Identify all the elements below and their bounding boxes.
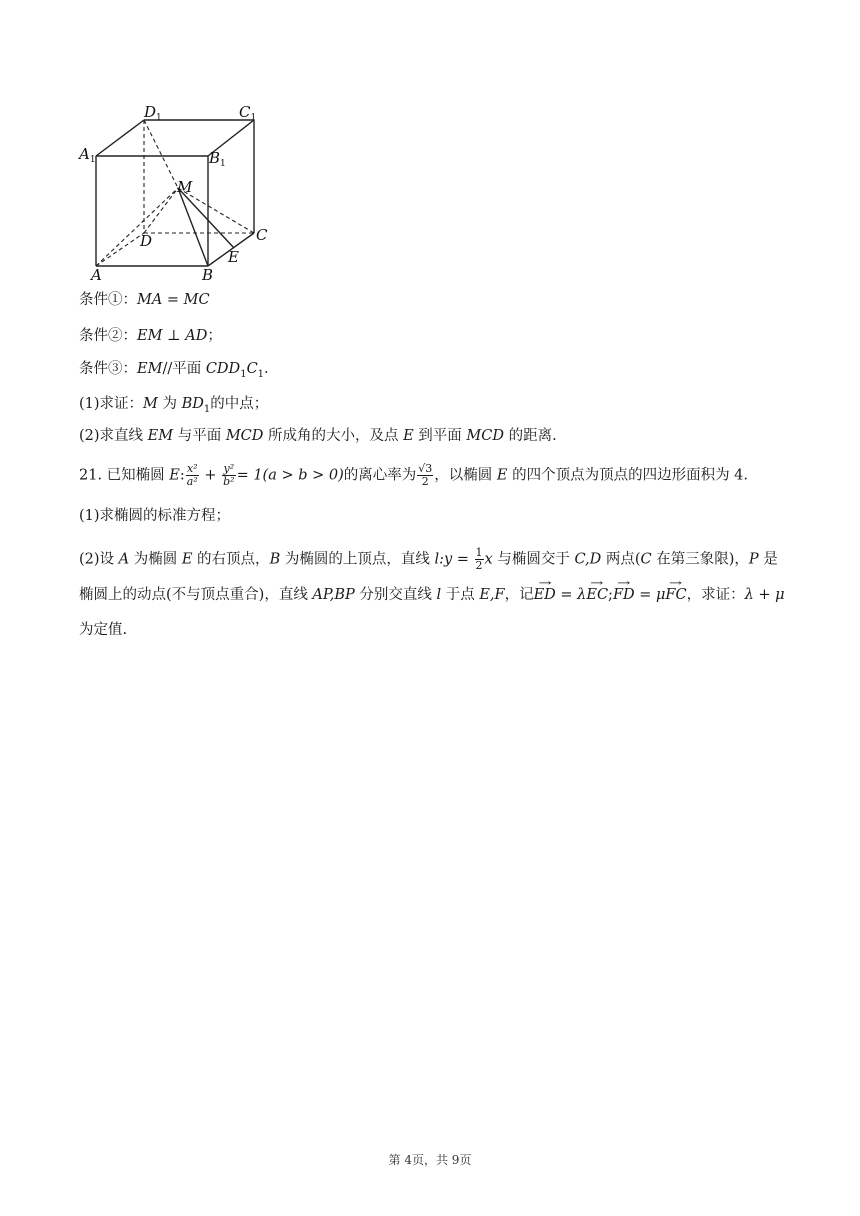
math: x [484, 551, 493, 568]
condition-3-suffix: . [264, 361, 269, 377]
q21-stem [79, 463, 748, 488]
text: 到平面 [413, 428, 467, 444]
label-e: E [228, 248, 239, 266]
condition-2-label: 条件②： [79, 328, 137, 344]
vector-ec: → EC [586, 584, 608, 606]
label-d1: $D_1$ [144, 103, 162, 123]
text: 的离心率为 [343, 467, 417, 484]
label-m: M [177, 178, 193, 196]
subscript: 1 [257, 368, 265, 380]
condition-3-math-em: EM [137, 361, 163, 377]
text: 于点 [441, 587, 480, 603]
condition-1-math: MA = MC [137, 292, 210, 308]
text: 为 [157, 396, 182, 412]
subscript: 1 [203, 403, 211, 415]
condition-3-math-c: C [246, 361, 258, 377]
condition-1 [79, 289, 210, 311]
text: : [179, 467, 185, 484]
math: MCD [466, 428, 504, 444]
hidden-dm [144, 188, 178, 233]
text: 为椭圆 [129, 551, 182, 568]
label-a1: $A_1$ [79, 145, 96, 165]
plane-word: 平面 [172, 361, 202, 377]
math: EM [147, 428, 174, 444]
plus: + [199, 467, 222, 484]
condition-2 [79, 325, 222, 347]
vector-fd: → FD [613, 584, 635, 606]
label-b: B [202, 266, 214, 284]
q21-part1 [79, 505, 230, 527]
condition-3-math-cdd: CDD [205, 361, 241, 377]
q21-part2-line3 [79, 619, 127, 641]
text: 在第三象限)， [651, 551, 749, 568]
text: (1)求证： [79, 396, 144, 412]
q21-part2-line1 [79, 547, 778, 572]
parallel-symbol: // [162, 361, 173, 377]
text: 两点( [601, 551, 641, 568]
math: BD [181, 396, 204, 412]
math: = λ [555, 587, 587, 603]
numerator: √3 [418, 462, 433, 475]
q20-part1 [79, 393, 268, 421]
math: M [143, 396, 158, 412]
math: AP,BP [312, 587, 355, 603]
hidden-edge-ad [96, 233, 144, 266]
text: ，求证： [686, 587, 745, 603]
denominator: a² [186, 475, 198, 488]
label-d: D [140, 232, 153, 250]
math: E,F [479, 587, 505, 603]
condition-3-label: 条件③： [79, 361, 137, 377]
segment-me [178, 188, 234, 248]
denominator: 2 [421, 475, 429, 488]
math: C,D [574, 551, 602, 568]
text: 椭圆上的动点(不与顶点重合)，直线 [79, 587, 313, 603]
math: A [118, 551, 130, 568]
text: 为椭圆的上顶点，直线 [280, 551, 435, 568]
question-number: 21. 已知椭圆 [79, 467, 170, 484]
label-c: C [256, 226, 268, 244]
fraction-1-2 [475, 547, 484, 572]
numerator: y² [223, 462, 235, 475]
condition-3 [79, 358, 269, 386]
text: 是 [758, 551, 778, 568]
text: 所成角的大小，及点 [263, 428, 404, 444]
hidden-d1m [144, 120, 178, 188]
math: E [403, 428, 414, 444]
q21-part2-line2 [79, 584, 785, 606]
condition-2-math: EM ⊥ AD [137, 328, 208, 344]
math: B [269, 551, 281, 568]
segment-mb [178, 188, 208, 266]
label-c1: $C_1$ [239, 103, 257, 123]
math: l [436, 587, 442, 603]
fraction-x2-a2 [186, 463, 199, 488]
denominator: b² [223, 475, 235, 488]
subscript: 1 [240, 368, 247, 380]
math: E [169, 467, 180, 484]
numerator: x² [186, 462, 198, 475]
text: 的中点； [210, 396, 269, 412]
fraction-sqrt3-2 [417, 463, 433, 488]
text: 分别交直线 [354, 587, 437, 603]
math: λ + μ [744, 587, 785, 603]
page-footer: 第 4页，共 9页 [388, 1153, 472, 1167]
text: 的距离. [504, 428, 557, 444]
cube-diagram [78, 98, 288, 288]
vector-ed: → ED [534, 584, 556, 606]
label-a: A [91, 266, 102, 284]
edge-a1d1 [96, 120, 144, 156]
math: E [181, 551, 193, 568]
math: MCD [225, 428, 264, 444]
math: = μ [634, 587, 666, 603]
q20-part2 [79, 425, 557, 447]
math: P [748, 551, 759, 568]
text: ，记 [504, 587, 534, 603]
text: 的四个顶点为顶点的四边形面积为 4. [507, 467, 749, 484]
math: C [640, 551, 652, 568]
label-b1: $B_1$ [209, 149, 226, 169]
vector-fc: → FC [665, 584, 686, 606]
text: 的右顶点， [192, 551, 270, 568]
condition-1-label: 条件①： [79, 292, 137, 308]
hidden-am [96, 188, 178, 266]
text: ，以椭圆 [434, 467, 497, 484]
text: 与平面 [173, 428, 226, 444]
math: E [496, 467, 508, 484]
math: l:y = [434, 551, 469, 568]
numerator: 1 [475, 546, 483, 559]
denominator: 2 [475, 559, 483, 572]
text: (2)设 [79, 551, 119, 568]
text: (1)求椭圆的标准方程； [79, 508, 231, 524]
math: = 1(a > b > 0) [236, 467, 344, 484]
text: (2)求直线 [79, 428, 148, 444]
text: 与椭圆交于 [492, 551, 575, 568]
text: ; [608, 587, 613, 603]
condition-2-suffix: ； [207, 328, 222, 344]
text: 为定值. [79, 622, 128, 638]
fraction-y2-b2 [222, 463, 235, 488]
